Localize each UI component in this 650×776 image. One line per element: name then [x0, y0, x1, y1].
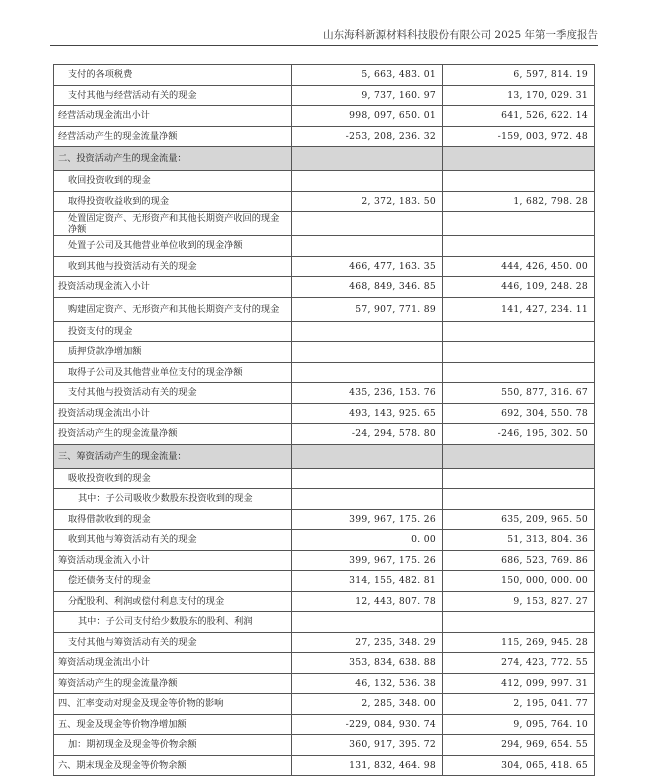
table-row: [54, 694, 595, 715]
previous-period-value: 51, 313, 804. 36: [443, 530, 595, 551]
row-label: 其中：子公司支付给少数股东的股利、利润: [54, 612, 292, 633]
row-label: 投资活动现金流出小计: [54, 403, 292, 424]
row-label: 处置子公司及其他营业单位收到的现金净额: [54, 236, 292, 257]
row-label: 投资支付的现金: [54, 321, 292, 342]
cash-flow-table-body: [54, 65, 595, 776]
header-divider: [50, 45, 598, 46]
table-row: [54, 191, 595, 212]
table-row: [54, 126, 595, 147]
previous-period-value: [443, 612, 595, 633]
previous-period-value: [443, 362, 595, 383]
table-row: [54, 297, 595, 321]
row-label: 筹资活动现金流出小计: [54, 653, 292, 674]
current-period-value: 314, 155, 482. 81: [292, 571, 443, 592]
row-label: 投资活动现金流入小计: [54, 277, 292, 298]
table-row: [54, 489, 595, 510]
row-label: 支付其他与经营活动有关的现金: [54, 85, 292, 106]
current-period-value: 46, 132, 536. 38: [292, 673, 443, 694]
previous-period-value: [443, 147, 595, 171]
previous-period-value: 1, 682, 798. 28: [443, 191, 595, 212]
row-label: 其中：子公司吸收少数股东投资收到的现金: [54, 489, 292, 510]
current-period-value: 466, 477, 163. 35: [292, 256, 443, 277]
table-row: [54, 236, 595, 257]
row-label: 四、汇率变动对现金及现金等价物的影响: [54, 694, 292, 715]
previous-period-value: [443, 342, 595, 363]
current-period-value: [292, 212, 443, 236]
previous-period-value: 115, 269, 945. 28: [443, 632, 595, 653]
row-label: 收到其他与投资活动有关的现金: [54, 256, 292, 277]
table-row: [54, 632, 595, 653]
table-row: [54, 550, 595, 571]
row-label: 加：期初现金及现金等价物余额: [54, 735, 292, 756]
row-label: 购建固定资产、无形资产和其他长期资产支付的现金: [54, 297, 292, 321]
previous-period-value: [443, 171, 595, 192]
previous-period-value: 635, 209, 965. 50: [443, 509, 595, 530]
row-label: 收回投资收到的现金: [54, 171, 292, 192]
table-row: [54, 468, 595, 489]
previous-period-value: [443, 489, 595, 510]
row-label: 支付的各项税费: [54, 65, 292, 86]
current-period-value: 2, 372, 183. 50: [292, 191, 443, 212]
current-period-value: [292, 612, 443, 633]
current-period-value: 468, 849, 346. 85: [292, 277, 443, 298]
row-label: 投资活动产生的现金流量净额: [54, 424, 292, 445]
table-row: [54, 147, 595, 171]
table-row: [54, 735, 595, 756]
current-period-value: [292, 468, 443, 489]
table-row: [54, 342, 595, 363]
row-label: 取得投资收益收到的现金: [54, 191, 292, 212]
current-period-value: 2, 285, 348. 00: [292, 694, 443, 715]
current-period-value: [292, 444, 443, 468]
table-row: [54, 362, 595, 383]
previous-period-value: [443, 444, 595, 468]
previous-period-value: 150, 000, 000. 00: [443, 571, 595, 592]
current-period-value: [292, 489, 443, 510]
table-row: [54, 321, 595, 342]
previous-period-value: 692, 304, 550. 78: [443, 403, 595, 424]
table-row: [54, 65, 595, 86]
row-label: 分配股利、利润或偿付利息支付的现金: [54, 591, 292, 612]
row-label: 质押贷款净增加额: [54, 342, 292, 363]
current-period-value: -24, 294, 578. 80: [292, 424, 443, 445]
row-label: 经营活动现金流出小计: [54, 106, 292, 127]
previous-period-value: 641, 526, 622. 14: [443, 106, 595, 127]
current-period-value: [292, 342, 443, 363]
current-period-value: 399, 967, 175. 26: [292, 509, 443, 530]
previous-period-value: [443, 236, 595, 257]
previous-period-value: 412, 099, 997. 31: [443, 673, 595, 694]
current-period-value: 998, 097, 650. 01: [292, 106, 443, 127]
previous-period-value: [443, 321, 595, 342]
row-label: 取得借款收到的现金: [54, 509, 292, 530]
table-row: [54, 571, 595, 592]
current-period-value: 12, 443, 807. 78: [292, 591, 443, 612]
row-label: 五、现金及现金等价物净增加额: [54, 714, 292, 735]
table-row: [54, 444, 595, 468]
current-period-value: [292, 362, 443, 383]
previous-period-value: 446, 109, 248. 28: [443, 277, 595, 298]
table-row: [54, 85, 595, 106]
row-label: 经营活动产生的现金流量净额: [54, 126, 292, 147]
table-row: [54, 653, 595, 674]
table-row: [54, 212, 595, 236]
previous-period-value: 274, 423, 772. 55: [443, 653, 595, 674]
row-label: 收到其他与筹资活动有关的现金: [54, 530, 292, 551]
table-row: [54, 277, 595, 298]
row-label: 支付其他与投资活动有关的现金: [54, 383, 292, 404]
row-label: 筹资活动产生的现金流量净额: [54, 673, 292, 694]
previous-period-value: [443, 212, 595, 236]
table-row: [54, 106, 595, 127]
table-row: [54, 171, 595, 192]
current-period-value: 353, 834, 638. 88: [292, 653, 443, 674]
current-period-value: 493, 143, 925. 65: [292, 403, 443, 424]
current-period-value: 0. 00: [292, 530, 443, 551]
current-period-value: [292, 236, 443, 257]
current-period-value: 27, 235, 348. 29: [292, 632, 443, 653]
table-row: [54, 530, 595, 551]
row-label: 支付其他与筹资活动有关的现金: [54, 632, 292, 653]
previous-period-value: 141, 427, 234. 11: [443, 297, 595, 321]
current-period-value: -253, 208, 236. 32: [292, 126, 443, 147]
current-period-value: 360, 917, 395. 72: [292, 735, 443, 756]
previous-period-value: -246, 195, 302. 50: [443, 424, 595, 445]
report-header: 山东海科新源材料科技股份有限公司 2025 年第一季度报告: [323, 29, 598, 41]
table-row: [54, 509, 595, 530]
table-row: [54, 612, 595, 633]
previous-period-value: 444, 426, 450. 00: [443, 256, 595, 277]
previous-period-value: 686, 523, 769. 86: [443, 550, 595, 571]
previous-period-value: 550, 877, 316. 67: [443, 383, 595, 404]
row-label: 三、筹资活动产生的现金流量：: [54, 444, 292, 468]
previous-period-value: 6, 597, 814. 19: [443, 65, 595, 86]
current-period-value: 131, 832, 464. 98: [292, 755, 443, 776]
current-period-value: [292, 321, 443, 342]
table-row: [54, 383, 595, 404]
previous-period-value: [443, 468, 595, 489]
table-row: [54, 714, 595, 735]
current-period-value: 435, 236, 153. 76: [292, 383, 443, 404]
previous-period-value: 294, 969, 654. 55: [443, 735, 595, 756]
table-row: [54, 591, 595, 612]
previous-period-value: 304, 065, 418. 65: [443, 755, 595, 776]
current-period-value: 399, 967, 175. 26: [292, 550, 443, 571]
current-period-value: 9, 737, 160. 97: [292, 85, 443, 106]
previous-period-value: 9, 153, 827. 27: [443, 591, 595, 612]
row-label: 二、投资活动产生的现金流量：: [54, 147, 292, 171]
current-period-value: 5, 663, 483. 01: [292, 65, 443, 86]
table-row: [54, 424, 595, 445]
previous-period-value: 9, 095, 764. 10: [443, 714, 595, 735]
row-label: 筹资活动现金流入小计: [54, 550, 292, 571]
row-label: 处置固定资产、无形资产和其他长期资产收回的现金净额: [54, 212, 292, 236]
cash-flow-table: [53, 64, 595, 776]
table-row: [54, 673, 595, 694]
table-row: [54, 403, 595, 424]
row-label: 吸收投资收到的现金: [54, 468, 292, 489]
previous-period-value: 2, 195, 041. 77: [443, 694, 595, 715]
current-period-value: 57, 907, 771. 89: [292, 297, 443, 321]
row-label: 取得子公司及其他营业单位支付的现金净额: [54, 362, 292, 383]
current-period-value: [292, 171, 443, 192]
row-label: 六、期末现金及现金等价物余额: [54, 755, 292, 776]
previous-period-value: 13, 170, 029. 31: [443, 85, 595, 106]
previous-period-value: -159, 003, 972. 48: [443, 126, 595, 147]
current-period-value: [292, 147, 443, 171]
table-row: [54, 755, 595, 776]
current-period-value: -229, 084, 930. 74: [292, 714, 443, 735]
row-label: 偿还债务支付的现金: [54, 571, 292, 592]
table-row: [54, 256, 595, 277]
